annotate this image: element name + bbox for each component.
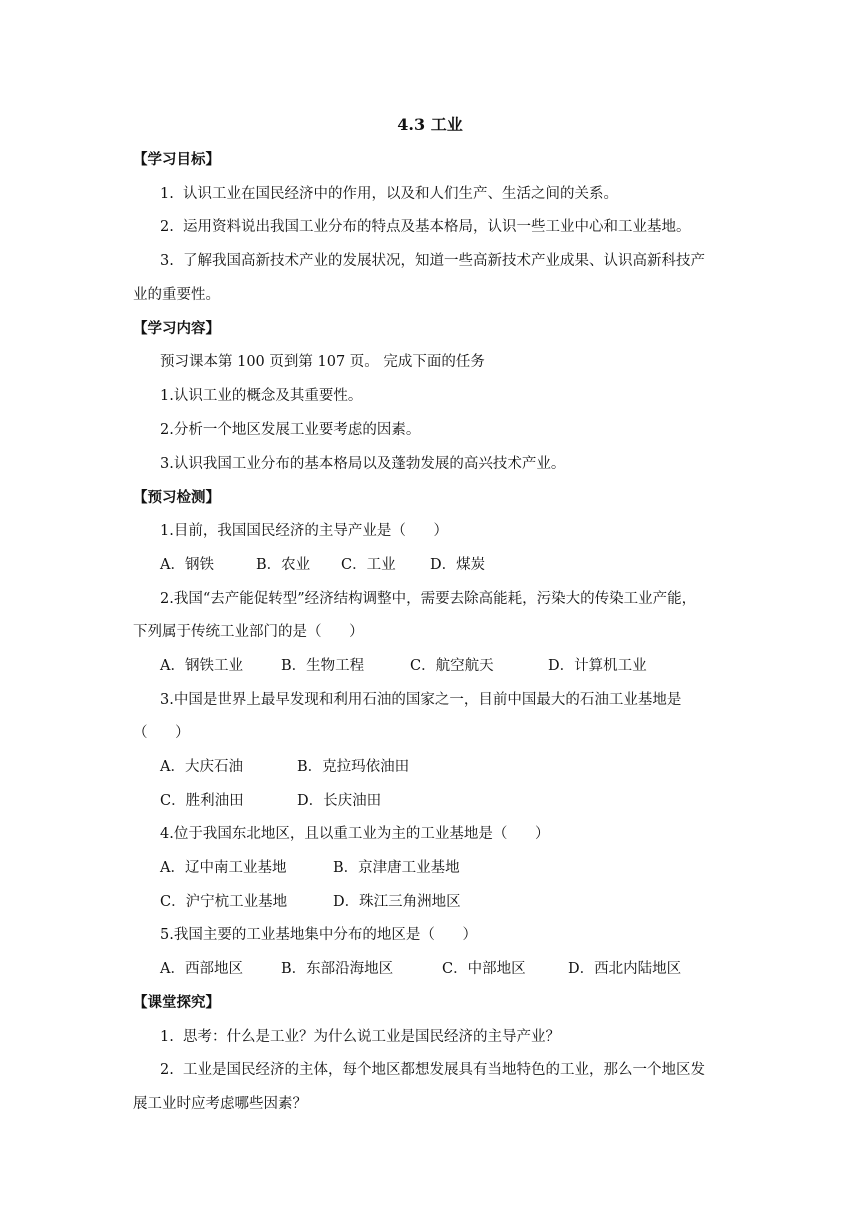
question-1-options (160, 553, 485, 574)
option-a: A．钢铁 (160, 557, 214, 573)
option-c: C．中部地区 (442, 961, 526, 977)
page-title: 4.3 工业 (397, 115, 463, 134)
question-4-options-row-2 (160, 890, 461, 911)
option-b: B．东部沿海地区 (281, 961, 394, 977)
option-d: D．计算机工业 (548, 658, 647, 674)
explore-heading: 【课堂探究】 (133, 994, 220, 1011)
content-task-2: 2.分析一个地区发展工业要考虑的因素。 (160, 422, 421, 438)
option-a: A．西部地区 (160, 961, 243, 977)
option-c: C．胜利油田 (160, 793, 244, 809)
content-task-3: 3.认识我国工业分布的基本格局以及蓬勃发展的高兴技术产业。 (160, 456, 566, 472)
option-b: B．克拉玛依油田 (297, 759, 410, 775)
objective-3: 3. 了解我国高新技术产业的发展状况，知道一些高新技术产业成果、认识高新科技产 (160, 253, 706, 269)
option-a: A．大庆石油 (160, 759, 243, 775)
option-c: C．航空航天 (410, 658, 494, 674)
explore-question-1: 1. 思考：什么是工业？为什么说工业是国民经济的主导产业？ (160, 1029, 561, 1045)
question-5-options (160, 957, 681, 978)
check-heading: 【预习检测】 (133, 489, 220, 506)
question-2-stem: 2.我国“去产能促转型”经济结构调整中，需要去除高能耗，污染大的传染工业产能， (160, 591, 697, 607)
question-4-options-row-1 (160, 856, 460, 877)
objective-3-continued: 业的重要性。 (133, 287, 220, 303)
explore-question-2-continued: 展工业时应考虑哪些因素？ (133, 1096, 307, 1112)
question-4-stem: 4.位于我国东北地区，且以重工业为主的工业基地是（ ） (160, 826, 550, 842)
question-3-stem-continued: （ ） (133, 725, 190, 741)
question-1-stem: 1.目前，我国国民经济的主导产业是（ ） (160, 523, 448, 539)
option-d: D．西北内陆地区 (568, 961, 682, 977)
objective-2: 2. 运用资料说出我国工业分布的特点及基本格局，认识一些工业中心和工业基地。 (160, 219, 691, 235)
question-2-stem-continued: 下列属于传统工业部门的是（ ） (133, 624, 364, 640)
content-heading: 【学习内容】 (133, 320, 220, 337)
question-3-options-row-2 (160, 789, 381, 810)
option-d: D．珠江三角洲地区 (333, 894, 461, 910)
question-5-stem: 5.我国主要的工业基地集中分布的地区是（ ） (160, 927, 477, 943)
option-c: C．工业 (341, 557, 396, 573)
option-a: A．辽中南工业基地 (160, 860, 287, 876)
question-3-options-row-1 (160, 755, 409, 776)
option-b: B．京津唐工业基地 (333, 860, 460, 876)
option-d: D．煤炭 (430, 557, 486, 573)
option-a: A．钢铁工业 (160, 658, 243, 674)
option-c: C．沪宁杭工业基地 (160, 894, 288, 910)
question-2-options (160, 654, 647, 675)
option-b: B．农业 (256, 557, 311, 573)
option-b: B．生物工程 (281, 658, 365, 674)
content-task-1: 1.认识工业的概念及其重要性。 (160, 388, 363, 404)
explore-question-2: 2. 工业是国民经济的主体，每个地区都想发展具有当地特色的工业，那么一个地区发 (160, 1062, 706, 1078)
option-d: D．长庆油田 (297, 793, 382, 809)
content-intro: 预习课本第 100 页到第 107 页。 完成下面的任务 (160, 354, 485, 370)
objective-1: 1. 认识工业在国民经济中的作用，以及和人们生产、生活之间的关系。 (160, 186, 619, 202)
question-3-stem: 3.中国是世界上最早发现和利用石油的国家之一，目前中国最大的石油工业基地是 (160, 692, 682, 708)
objectives-heading: 【学习目标】 (133, 151, 220, 168)
